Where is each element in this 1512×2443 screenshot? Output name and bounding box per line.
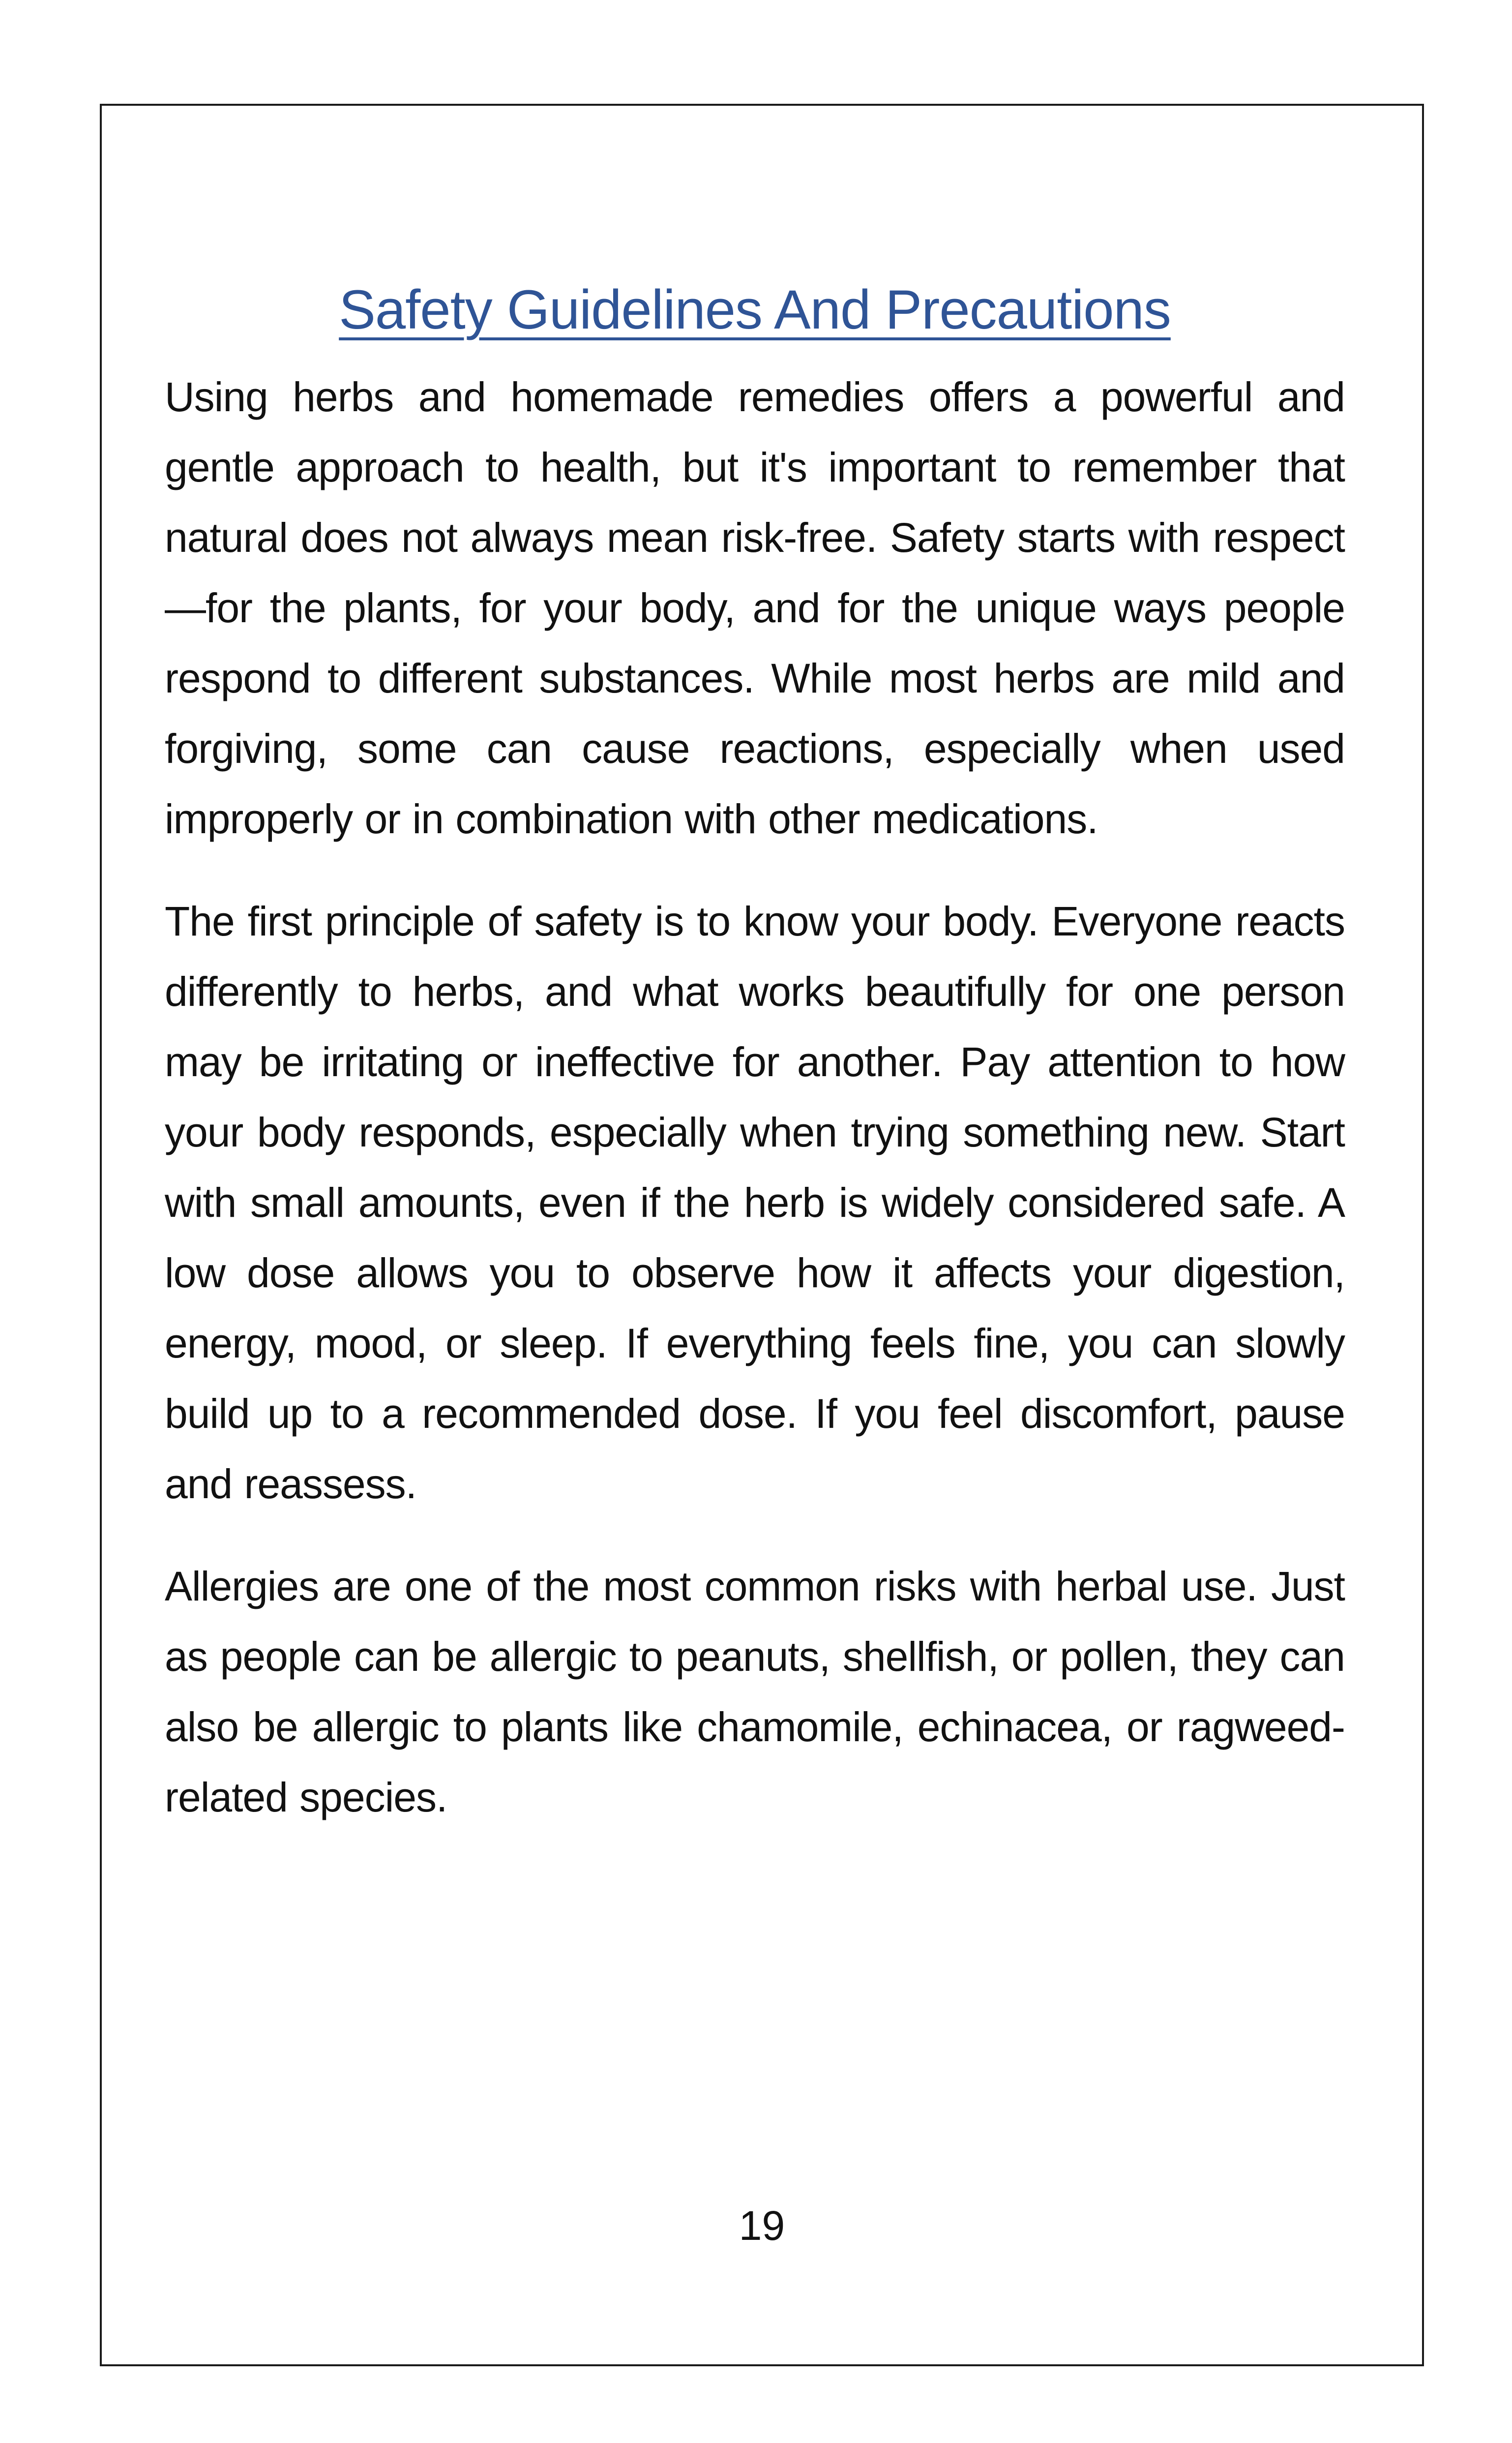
paragraph-know-your-body: The first principle of safety is to know your body. Everyone reacts differently to herbs, and what works beautifully for one person may be irritating or ineffective for another. Pay attention to how your body responds, especially when trying something new. Start with small amounts, even if the herb is widely considered safe. A low dose allows you to observe how it affects your digestion, energy, mood, or sleep. If everything feels fine, you can slowly build up to a recommended dose. If you feel discomfort, pause and reassess. <box>165 898 1345 1507</box>
page-number: 19 <box>739 2202 785 2249</box>
page-frame <box>100 104 1424 2366</box>
paragraph-allergies: Allergies are one of the most common risks with herbal use. Just as people can be allergic to peanuts, shellfish, or pollen, they can also be allergic to plants like chamomile, echinacea, or ragweed-related species. <box>165 1563 1345 1820</box>
page-title: Safety Guidelines And Precautions <box>339 279 1171 340</box>
paragraph-intro: Using herbs and homemade remedies offers a powerful and gentle approach to health, but it's important to remember that natural does not always mean risk-free. Safety starts with respect—for the plants, for your body, and for the unique ways people respond to different substances. While most herbs are mild and forgiving, some can cause reactions, especially when used improperly or in combination with other medications. <box>165 374 1345 842</box>
page-content <box>165 275 1345 1865</box>
